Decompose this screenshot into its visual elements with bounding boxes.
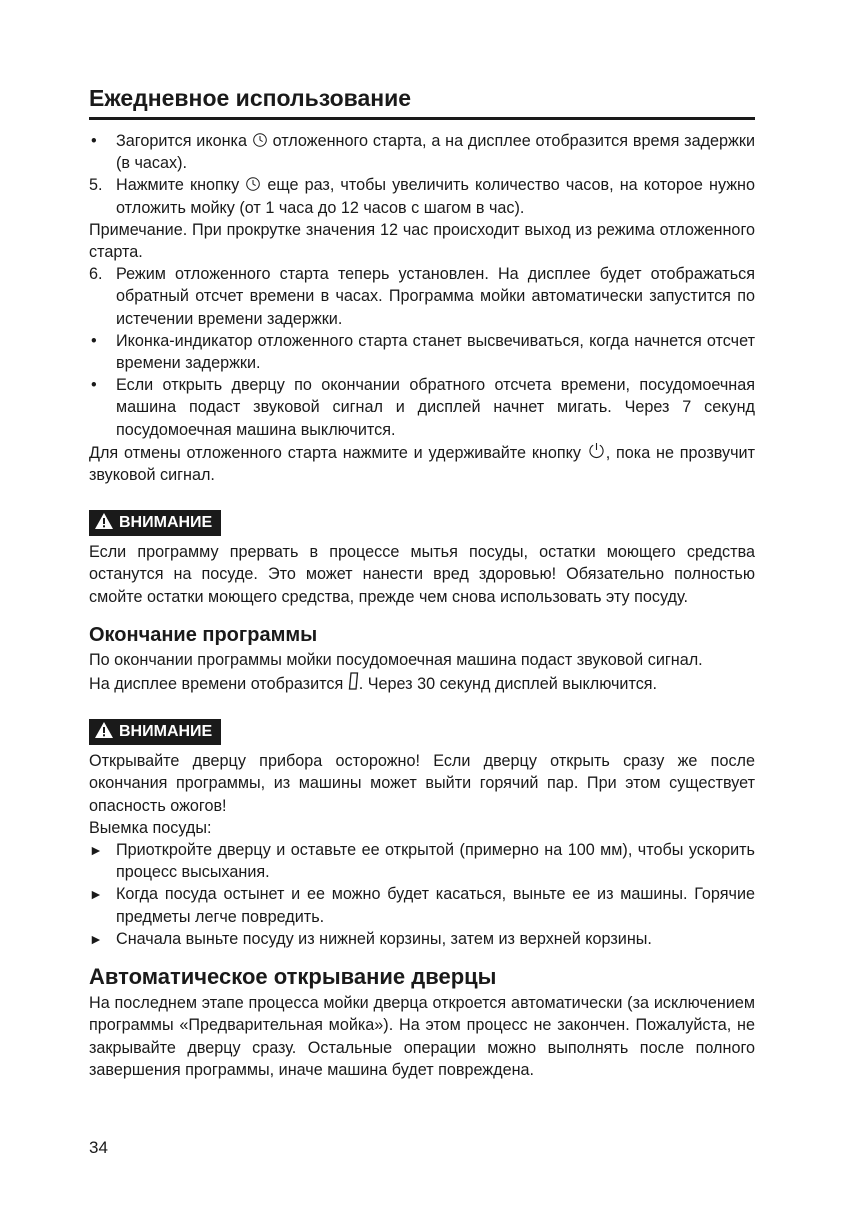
power-icon [587,441,606,460]
step-number: 5. [89,176,103,195]
auto-door-text: На последнем этапе процесса мойки дверца откроется автоматически (за исключением программы «Предварительная мойка»). На этом процесс не закончен. Пожалуйста, не закрывайте дверцу сразу. Остальные операции можно выполнять после полного завершения программы, иначе машина будет повреждена. [89,994,755,1079]
note-text: Примечание. При прокрутке значения 12 час происходит выход из режима отложенного старта. [89,220,755,262]
warning-banner [89,719,221,745]
warning-label: ВНИМАНИЕ [119,723,213,741]
bullet-text: Если открыть дверцу по окончании обратного отсчета времени, посудомоечная машина подаст звуковой сигнал и дисплей начнет мигать. Через 7 секунд посудомоечная машина выключится. [116,376,755,439]
arrow-right-icon: ► [89,886,103,903]
step-5 [89,174,755,218]
clock-icon [245,176,261,192]
title-rule [89,117,755,120]
cancel-text: Для отмены отложенного старта нажмите и удерживайте кнопку [89,443,581,462]
unload-step [89,839,755,883]
unload-step-text: Сначала выньте посуду из нижней корзины, затем из верхней корзины. [116,929,652,948]
unload-heading: Выемка посуды: [89,818,212,837]
end-line-1: По окончании программы мойки посудомоечная машина подаст звуковой сигнал. [89,650,703,669]
warning-label: ВНИМАНИЕ [119,514,213,532]
bullet-delay-icon [89,130,755,174]
cancel-instruction [89,441,755,486]
bullet-text: отложенного старта, а на дисплее отобразится время задержки (в часах). [116,132,755,173]
bullet-indicator [89,330,755,374]
warning-text: Если программу прервать в процессе мытья посуды, остатки моющего средства останутся на посуде. Это может нанести вред здоровью! Обязательно полностью смойте остатки моющего средства, прежде чем снова использовать эту посуду. [89,543,755,606]
bullet-marker: • [91,132,97,150]
clock-icon [252,132,268,148]
page-content [89,84,755,1081]
page-number: 34 [89,1138,108,1157]
unload-step-text: Приоткройте дверцу и оставьте ее открытой (примерно на 100 мм), чтобы ускорить процесс высыхания. [116,841,755,882]
unload-step [89,928,755,950]
step-text: Режим отложенного старта теперь установлен. На дисплее будет отображаться обратный отсчет времени в часах. Программа мойки автоматически запустится по истечении времени задержки. [116,265,755,328]
bullet-marker: • [91,376,97,395]
unload-step-text: Когда посуда остынет и ее можно будет касаться, выньте ее из машины. Горячие предметы легче повредить. [116,885,755,926]
end-line-2 [89,671,755,695]
step-number: 6. [89,265,103,284]
step-text: еще раз, чтобы увеличить количество часов, на которое нужно отложить мойку (от 1 часа до 12 часов с шагом в час). [116,176,755,217]
bullet-text: Иконка-индикатор отложенного старта станет высвечиваться, когда начнется отсчет времени задержки. [116,331,755,373]
cancel-text: , пока не прозвучит звуковой сигнал. [89,443,755,485]
end-text: . Через 30 секунд дисплей выключится. [358,675,658,694]
seven-segment-zero-icon [348,671,359,691]
warning-triangle-icon [94,512,114,530]
step-6 [89,263,755,330]
warning-text: Открывайте дверцу прибора осторожно! Если дверцу открыть сразу же после окончания программы, из машины может выйти горячий пар. При этом существует опасность ожогов! [89,752,755,815]
warning-triangle-icon [94,721,114,739]
unload-step [89,883,755,927]
bullet-marker: • [91,331,97,350]
end-text: На дисплее времени отобразится [89,675,344,694]
bullet-door-open [89,374,755,441]
step-text: Нажмите кнопку [116,176,240,195]
bullet-text: Загорится иконка [116,132,247,150]
section-title-end: Окончание программы [89,623,318,646]
warning-banner [89,510,221,536]
arrow-right-icon: ► [89,930,103,947]
page-title: Ежедневное использование [89,85,412,111]
arrow-right-icon: ► [89,842,103,859]
section-title-auto-door: Автоматическое открывание дверцы [89,964,497,990]
